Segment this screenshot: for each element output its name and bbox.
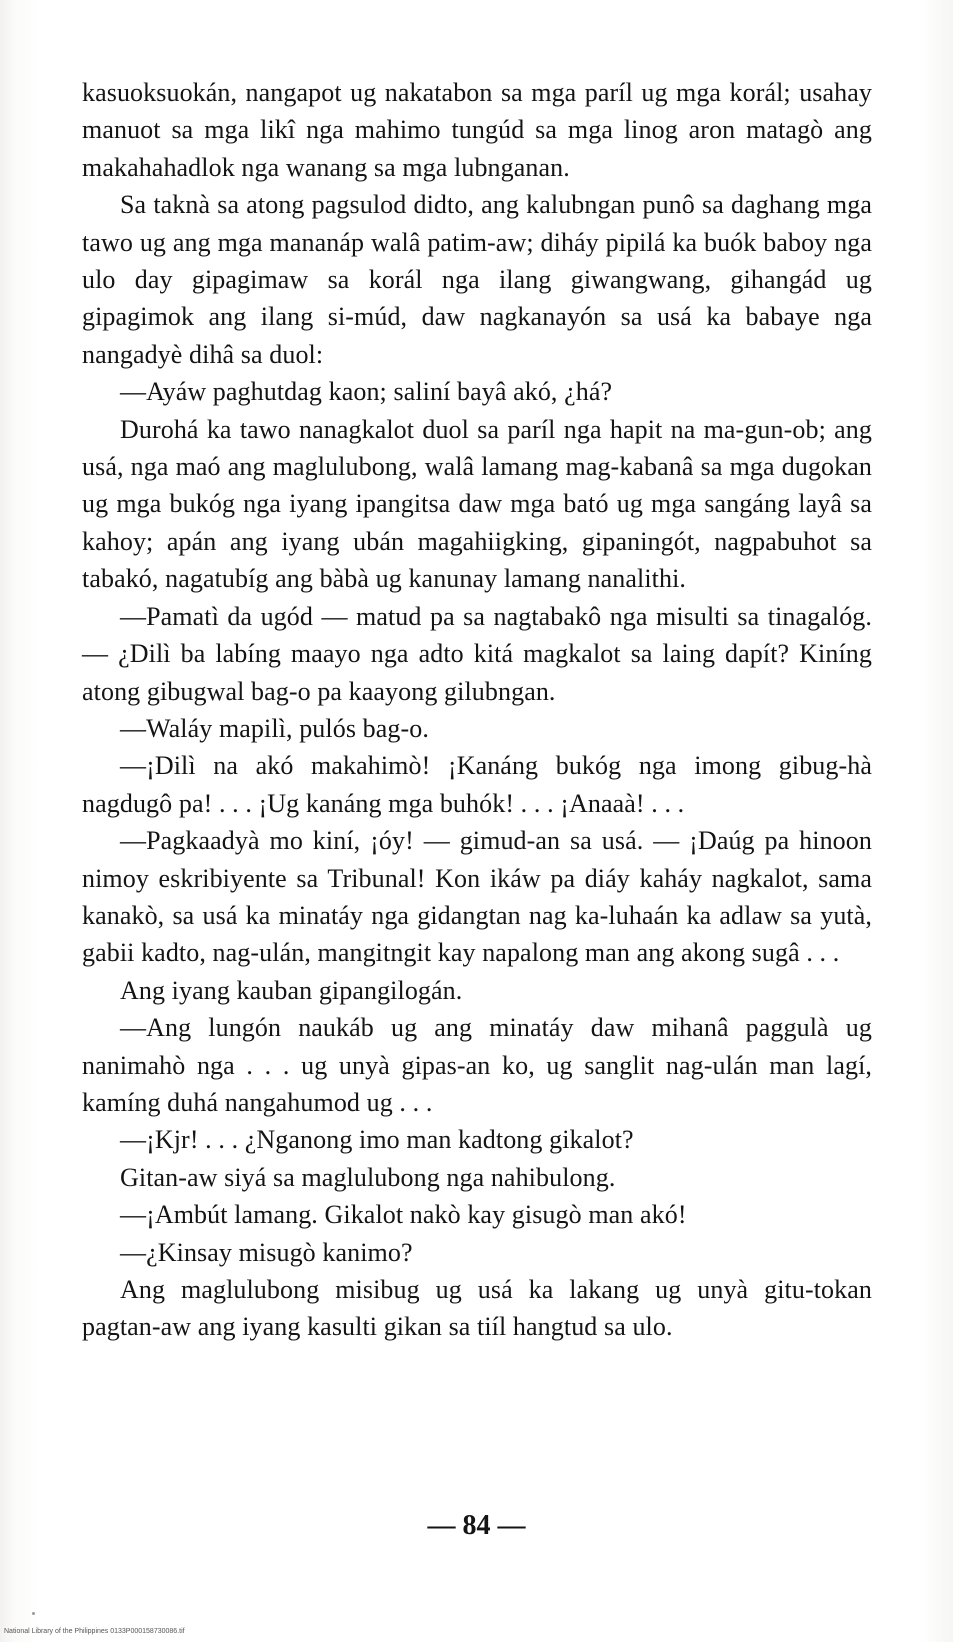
paragraph-7: —¡Dilì na akó makahimò! ¡Kanáng bukóg nga imong gibug-hà nagdugô pa! . . . ¡Ug kanáng mga buhók! . . . ¡Anaaà! . . . [82,751,872,818]
paragraph-10: —Ang lungón naukáb ug ang minatáy daw mihanâ paggulà ug nanimahò nga . . . ug unyà gipas-an ko, ug sanglit nag-ulán man lagí, kamíng duhá nangahumod ug . . . [82,1013,872,1117]
page-number: — 84 — [427,1510,526,1541]
body-text [82,74,872,1346]
paragraph-11: —¡Kjr! . . . ¿Nganong imo man kadtong gikalot? [120,1125,634,1155]
paragraph-5: —Pamatì da ugód — matud pa sa nagtabakô nga misulti sa tinagalóg. — ¿Dilì ba labíng maayo nga adto kitá magkalot sa laing dapít? Kiníng atong gibugwal bag-o pa kaayong gilubngan. [82,601,872,706]
paragraph-14: —¿Kinsay misugò kanimo? [120,1237,413,1267]
paragraph-4: Durohá ka tawo nanagkalot duol sa paríl nga hapit na ma-gun-ob; ang usá, nga maó ang maglulubong, walâ lamang mag-kabanâ sa mga dugokan ug mga bukóg nga iyang ipangitsa daw mga bató ug mga sangáng layâ sa kahoy; apán ang iyang ubán magahiigking, gipaningót, nagpabuhot sa tabakó, nagatubíg ang bàbà ug kanunay lamang nanalithi. [82,414,872,594]
scan-speck [32,1612,35,1615]
paragraph-1: kasuoksuokán, nangapot ug nakatabon sa mga paríl ug mga korál; usahay manuot sa mga likî nga mahimo tungúd sa mga linog aron matagò ang makahahadlok nga wanang sa mga lubnganan. [82,78,872,182]
paragraph-6: —Waláy mapilì, pulós bag-o. [120,713,429,743]
paragraph-3: —Ayáw paghutdag kaon; saliní bayâ akó, ¿há? [120,377,613,407]
paragraph-13: —¡Ambút lamang. Gikalot nakò kay gisugò man akó! [120,1200,687,1230]
paragraph-15: Ang maglulubong misibug ug usá ka lakang ug unyà gitu-tokan pagtan-aw ang iyang kasulti gikan sa tiíl hangtud sa ulo. [82,1275,872,1342]
paragraph-2: Sa taknà sa atong pagsulod didto, ang kalubngan punô sa daghang mga tawo ug ang mga mananáp walâ patim-aw; diháy pipilá ka buók baboy nga ulo day gipagimaw sa korál nga ilang giwangwang, gihangád ug gipagimok ang ilang si-múd, daw nagkanayón sa usá ka babaye nga nangadyè dihâ sa duol: [82,190,872,369]
paragraph-12: Gitan-aw siyá sa maglulubong nga nahibulong. [120,1162,616,1192]
paragraph-8: —Pagkaadyà mo kiní, ¡óy! — gimud-an sa usá. — ¡Daúg pa hinoon nimoy eskribiyente sa Tribunal! Kon ikáw pa diáy kaháy nagkalot, sama kanakò, sa usá ka minatáy nga gidangtan nag ka-luhaán ka adlaw sa yutà, gabii kadto, nag-ulán, mangitngit kay napalong man ang akong sugâ . . . [82,826,872,968]
scan-credit: National Library of the Philippines 0133P000158730086.tif [4,1628,185,1635]
paragraph-9: Ang iyang kauban gipangilogán. [120,975,463,1005]
